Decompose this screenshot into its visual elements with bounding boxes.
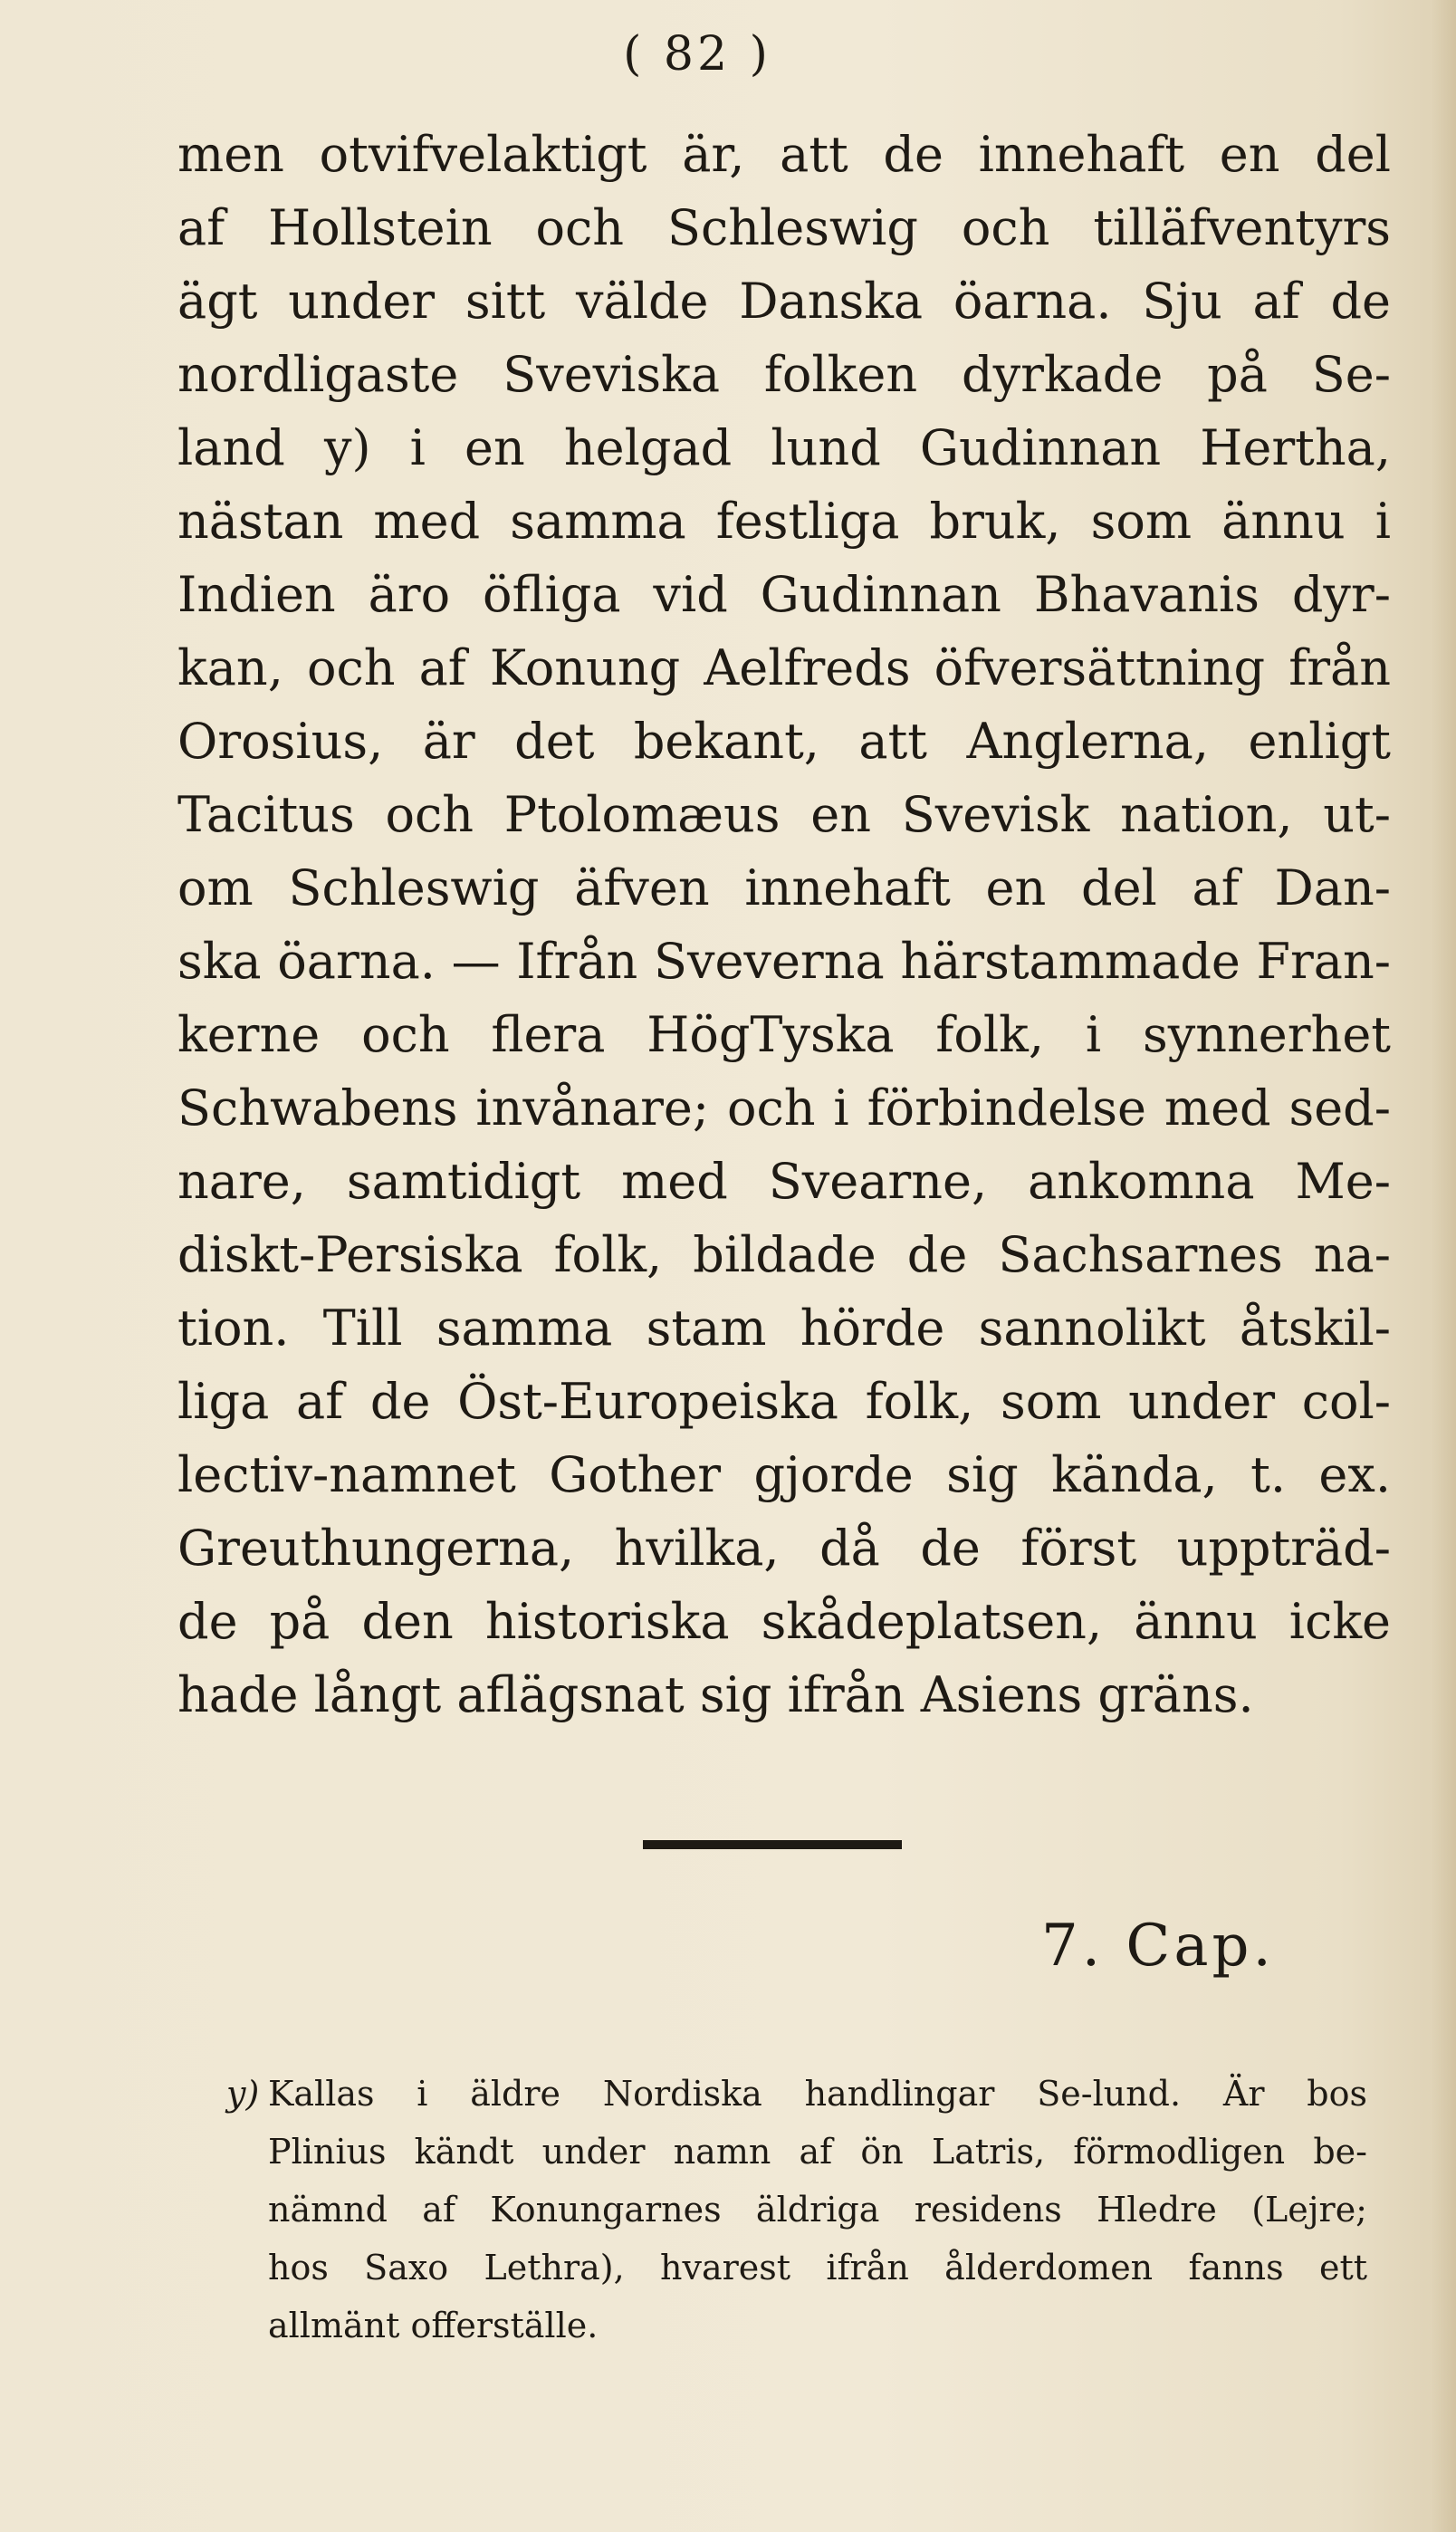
body-line: Greuthungerna, hvilka, då de först uppträd- — [177, 1520, 1391, 1577]
body-line: men otvifvelaktigt är, att de innehaft en del — [177, 126, 1391, 183]
body-line: Indien äro öfliga vid Gudinnan Bhavanis dyr- — [177, 566, 1391, 623]
body-line: diskt-Persiska folk, bildade de Sachsarnes na- — [177, 1226, 1391, 1283]
body-line: ägt under sitt välde Danska öarna. Sju af de — [177, 273, 1391, 330]
body-line: hade långt aflägsnat sig ifrån Asiens gräns. — [177, 1666, 1254, 1723]
footnote-marker: y) — [226, 2074, 260, 2114]
footnote-line: allmänt offerställe. — [268, 2306, 599, 2345]
body-line: lectiv-namnet Gother gjorde sig kända, t. ex. — [177, 1446, 1391, 1503]
footnote-line: hos Saxo Lethra), hvarest ifrån ålderdomen fanns ett — [268, 2248, 1367, 2287]
body-line: liga af de Öst-Europeiska folk, som under col- — [177, 1373, 1391, 1430]
body-line: ska öarna. — Ifrån Sveverna härstammade Fran- — [177, 933, 1391, 990]
page-number: ( 82 ) — [623, 27, 771, 82]
body-line: de på den historiska skådeplatsen, ännu icke — [177, 1593, 1391, 1650]
chapter-heading: 7. Cap. — [1041, 1913, 1275, 1980]
body-line: kerne och flera HögTyska folk, i synnerhet — [177, 1006, 1391, 1063]
body-line: nordligaste Sveviska folken dyrkade på Se- — [177, 346, 1391, 403]
footnote-line: Plinius kändt under namn af ön Latris, förmodligen be- — [268, 2132, 1367, 2172]
body-line: kan, och af Konung Aelfreds öfversättning från — [177, 639, 1391, 696]
section-divider — [643, 1840, 902, 1849]
body-line: af Hollstein och Schleswig och tilläfventyrs — [177, 199, 1391, 256]
page-edge — [1431, 0, 1456, 2532]
body-line: Schwabens invånare; och i förbindelse med sed- — [177, 1079, 1391, 1137]
footnote-line: Kallas i äldre Nordiska handlingar Se-lund. Är bos — [268, 2074, 1367, 2114]
body-line: om Schleswig äfven innehaft en del af Dan- — [177, 859, 1391, 916]
body-line: Orosius, är det bekant, att Anglerna, enligt — [177, 713, 1391, 770]
body-text — [177, 118, 1391, 1731]
footnote-line: nämnd af Konungarnes äldriga residens Hledre (Lejre; — [268, 2190, 1367, 2230]
body-line: nästan med samma festliga bruk, som ännu i — [177, 493, 1391, 550]
body-line: nare, samtidigt med Svearne, ankomna Me- — [177, 1153, 1391, 1210]
footnote — [226, 2065, 1367, 2355]
body-line: land y) i en helgad lund Gudinnan Hertha, — [177, 419, 1391, 476]
body-line: tion. Till samma stam hörde sannolikt åtskil- — [177, 1300, 1391, 1357]
body-line: Tacitus och Ptolomæus en Svevisk nation, ut- — [177, 786, 1391, 843]
